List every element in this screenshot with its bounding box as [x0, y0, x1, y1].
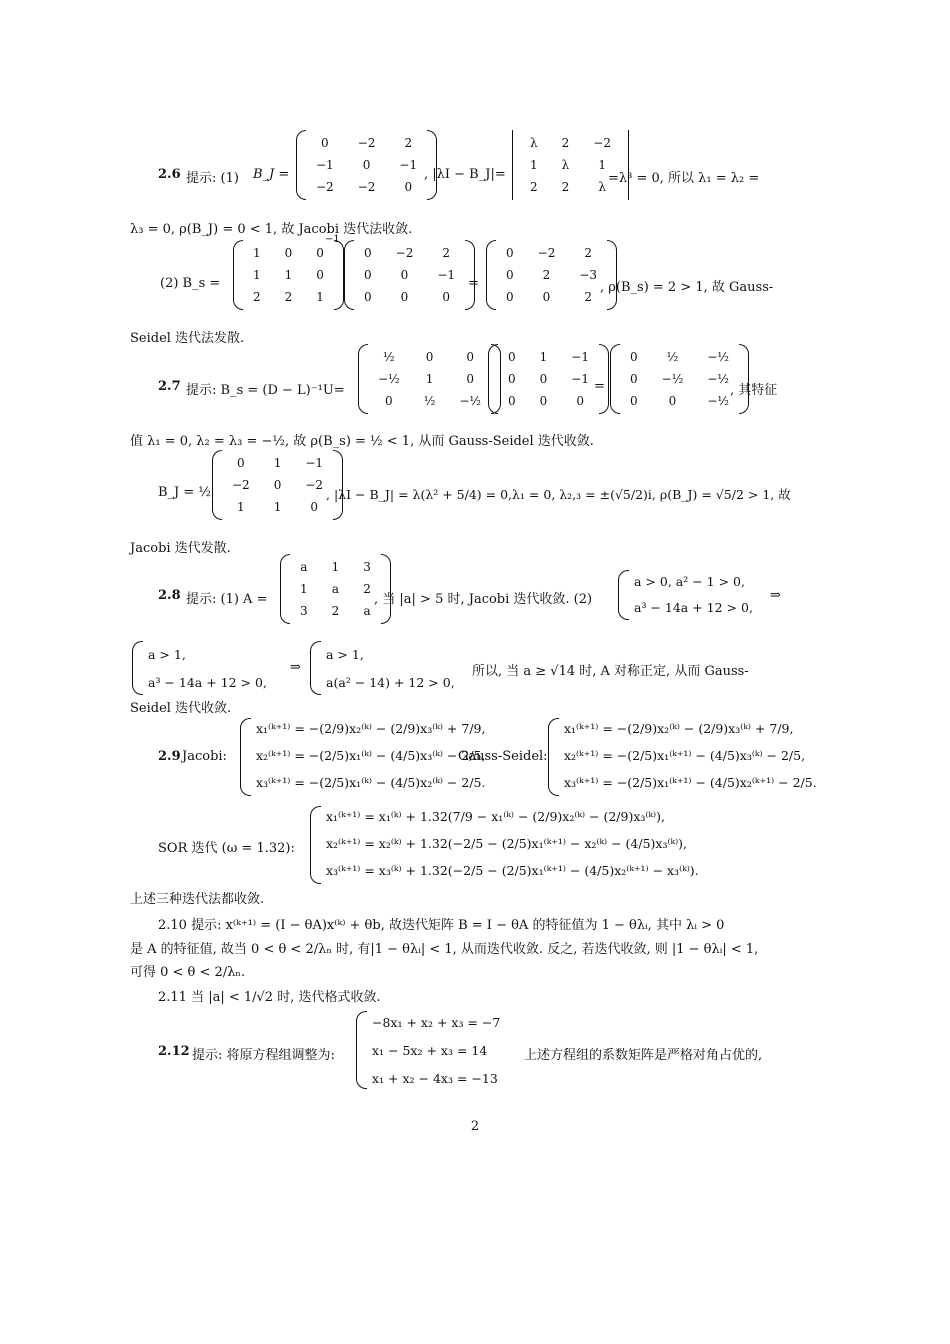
- implies-arrow: ⇒: [290, 660, 301, 675]
- matrix-cell: 0: [539, 394, 548, 408]
- conclusion: 所以, 当 a ≥ √14 时, A 对称正定, 从而 Gauss-: [472, 664, 749, 679]
- line-text: 2.11 当 |a| < 1/√2 时, 迭代格式收敛.: [158, 990, 381, 1005]
- matrix-cell: −3: [579, 268, 598, 282]
- matrix-cell: 0: [508, 394, 516, 408]
- gs-label: Gauss-Seidel:: [458, 749, 548, 764]
- matrix-cell: 3: [300, 604, 308, 618]
- matrix-cell: 0: [668, 394, 677, 408]
- matrix-cell: −2: [537, 246, 556, 260]
- matrix-cell: −1: [316, 158, 334, 172]
- matrix-cell: ½: [383, 350, 395, 364]
- matrix-cell: 2: [284, 290, 293, 304]
- gs-system: x₁⁽ᵏ⁺¹⁾ = −(2/9)x₂⁽ᵏ⁾ − (2/9)x₃⁽ᵏ⁾ + 7/9, x₂⁽ᵏ⁺¹⁾ = −(2/5)x₁⁽ᵏ⁺¹⁾ − (4/5)x₃⁽ᵏ⁾ − 2/5, x₃⁽ᵏ⁺¹⁾ = −(2/5)x₁⁽ᵏ⁺¹⁾ − (4/5)x₂⁽ᵏ⁺¹⁾ − 2/5.: [548, 718, 788, 796]
- matrix-cell: −½: [707, 350, 730, 364]
- sor-label: SOR 迭代 (ω = 1.32):: [158, 841, 295, 856]
- system-2: a > 1, a³ − 14a + 12 > 0,: [132, 641, 282, 695]
- a-lhs: 提示: (1) A =: [186, 592, 268, 607]
- matrix-cell: ½: [423, 394, 436, 408]
- jacobi-label: Jacobi:: [182, 749, 227, 764]
- matrix-1: [358, 346, 501, 416]
- matrix-cell: 0: [425, 350, 434, 364]
- matrix-cell: 0: [364, 246, 372, 260]
- matrix-cell: 0: [237, 456, 245, 470]
- matrix-cell: 0: [576, 394, 584, 408]
- matrix-cell: 2: [253, 290, 261, 304]
- matrix-cell: 0: [284, 246, 293, 260]
- matrix-cell: a: [300, 560, 308, 574]
- bj-lhs: B_J =: [253, 167, 290, 182]
- line-text: λ₃ = 0, ρ(B_J) = 0 < 1, 故 Jacobi 迭代法收敛.: [130, 222, 413, 237]
- matrix-cell: 2: [584, 246, 593, 260]
- line-text: 2.10 提示: x⁽ᵏ⁺¹⁾ = (I − θA)x⁽ᵏ⁾ + θb, 故迭代矩阵 B = I − θA 的特征值为 1 − θλᵢ, 其中 λᵢ > 0: [158, 918, 725, 933]
- matrix-u: [344, 242, 475, 312]
- matrix-cell: −2: [305, 478, 324, 492]
- rhs-text: , 其特征: [730, 383, 778, 398]
- implies-arrow: ⇒: [770, 588, 781, 603]
- line-text: 是 A 的特征值, 故当 0 < θ < 2/λₙ 时, 有|1 − θλᵢ| < 1, 从而迭代收敛. 反之, 若迭代收敛, 则 |1 − θλᵢ| < 1,: [130, 942, 759, 957]
- sor-system: x₁⁽ᵏ⁺¹⁾ = x₁⁽ᵏ⁾ + 1.32(7/9 − x₁⁽ᵏ⁾ − (2/9)x₂⁽ᵏ⁾ − (2/9)x₃⁽ᵏ⁾), x₂⁽ᵏ⁺¹⁾ = x₂⁽ᵏ⁾ + 1.32(−2/5 − (2/5)x₁⁽ᵏ⁺¹⁾ − x₂⁽ᵏ⁾ − (4/5)x₃⁽ᵏ⁾), x₃⁽ᵏ⁺¹⁾ = x₃⁽ᵏ⁾ + 1.32(−2/5 − (2/5)x₁⁽ᵏ⁺¹⁾ − (4/5)x₂⁽ᵏ⁺¹⁾ − x₃⁽ᵏ⁾).: [310, 806, 710, 884]
- matrix-cell: 2: [542, 268, 551, 282]
- part2-rhs: , ρ(B_s) = 2 > 1, 故 Gauss-: [600, 280, 774, 295]
- matrix-cell: −½: [459, 394, 482, 408]
- matrix-cell: −1: [305, 456, 324, 470]
- matrix-cell: λ: [598, 180, 606, 194]
- inverse-exponent: −1: [325, 234, 340, 245]
- matrix-cell: 2: [331, 604, 340, 618]
- matrix-cell: 2: [442, 246, 451, 260]
- matrix-cell: ½: [666, 350, 679, 364]
- matrix-cell: 0: [506, 268, 514, 282]
- line-text: 值 λ₁ = 0, λ₂ = λ₃ = −½, 故 ρ(B_s) = ½ < 1, 从而 Gauss-Seidel 迭代收敛.: [130, 434, 594, 449]
- equals-sign: =: [468, 276, 479, 291]
- bj-lhs: B_J = ½: [158, 485, 212, 500]
- matrix-cell: 0: [364, 290, 372, 304]
- matrix-cell: 2: [530, 180, 538, 194]
- matrix-cell: 1: [425, 372, 434, 386]
- matrix-cell: 3: [363, 560, 371, 574]
- rhs-text: 上述方程组的系数矩阵是严格对角占优的,: [524, 1048, 763, 1063]
- matrix-cell: 0: [506, 246, 514, 260]
- matrix-cell: 2: [363, 582, 371, 596]
- matrix-inv: [233, 242, 344, 312]
- matrix-cell: a: [331, 582, 340, 596]
- matrix-cell: −2: [357, 136, 376, 150]
- matrix-cell: −1: [571, 350, 589, 364]
- matrix-cell: 2: [561, 180, 570, 194]
- matrix-cell: 1: [273, 500, 282, 514]
- matrix-bj: [296, 132, 437, 202]
- matrix-cell: −1: [437, 268, 456, 282]
- part2-label: (2) B_s =: [160, 276, 221, 291]
- hint-text: 提示: (1): [186, 171, 239, 186]
- problem-label: 2.7: [158, 379, 181, 394]
- matrix-cell: −½: [707, 394, 730, 408]
- matrix-cell: −2: [395, 246, 414, 260]
- matrix-cell: −2: [232, 478, 250, 492]
- matrix-cell: 0: [508, 372, 516, 386]
- matrix-cell: 0: [466, 350, 474, 364]
- line-text: Jacobi 迭代发散.: [130, 541, 231, 556]
- matrix-cell: −½: [378, 372, 400, 386]
- matrix-cell: λ: [561, 158, 570, 172]
- det-rhs: =λ³ = 0, 所以 λ₁ = λ₂ =: [608, 171, 760, 186]
- matrix-cell: 0: [630, 372, 638, 386]
- matrix-cell: 0: [385, 394, 393, 408]
- line-text: Seidel 迭代法发散.: [130, 331, 245, 346]
- matrix-cell: −½: [707, 372, 730, 386]
- matrix-cell: λ: [530, 136, 538, 150]
- problem-label: 2.12: [158, 1044, 190, 1059]
- matrix-cell: −1: [399, 158, 418, 172]
- matrix-result: [486, 242, 617, 312]
- lhs-text: 提示: 将原方程组调整为:: [192, 1048, 335, 1063]
- matrix-cell: 1: [253, 246, 261, 260]
- matrix-cell: 0: [506, 290, 514, 304]
- matrix-cell: a: [363, 604, 371, 618]
- line-text: 可得 0 < θ < 2/λₙ.: [130, 965, 246, 980]
- matrix-cell: 1: [253, 268, 261, 282]
- matrix-cell: 0: [400, 290, 409, 304]
- matrix-cell: 0: [316, 268, 324, 282]
- page-number: 2: [470, 1119, 480, 1134]
- matrix-bj: [212, 452, 343, 522]
- matrix-cell: 2: [561, 136, 570, 150]
- bj-rhs: , |λI − B_J| = λ(λ² + 5/4) = 0,λ₁ = 0, λ₂,₃ = ±(√5/2)i, ρ(B_J) = √5/2 > 1, 故: [326, 487, 791, 502]
- matrix-cell: 1: [237, 500, 245, 514]
- equals-sign: =: [594, 379, 605, 394]
- matrix-cell: 1: [539, 350, 548, 364]
- matrix-cell: 0: [539, 372, 548, 386]
- matrix-cell: 0: [400, 268, 409, 282]
- matrix-3: [610, 346, 749, 416]
- bs-lhs: 提示: B_s = (D − L)⁻¹U=: [186, 383, 345, 398]
- matrix-cell: 0: [466, 372, 474, 386]
- matrix-cell: −½: [661, 372, 684, 386]
- matrix-cell: 0: [442, 290, 451, 304]
- matrix-cell: 0: [362, 158, 371, 172]
- matrix-cell: 0: [630, 394, 638, 408]
- matrix-2: [488, 346, 609, 416]
- matrix-cell: −1: [571, 372, 589, 386]
- matrix-cell: 0: [273, 478, 282, 492]
- matrix-cell: −2: [357, 180, 376, 194]
- matrix-cell: 1: [598, 158, 606, 172]
- system-3: a > 1, a(a² − 14) + 12 > 0,: [310, 641, 470, 695]
- line-text: Seidel 迭代收敛.: [130, 701, 232, 716]
- matrix-cell: −2: [593, 136, 611, 150]
- problem-label: 2.6: [158, 167, 181, 182]
- matrix-cell: 2: [404, 136, 413, 150]
- matrix-cell: 1: [300, 582, 308, 596]
- matrix-cell: 1: [331, 560, 340, 574]
- matrix-cell: 1: [530, 158, 538, 172]
- problem-label: 2.8: [158, 588, 181, 603]
- matrix-cell: 0: [508, 350, 516, 364]
- matrix-cell: 0: [316, 246, 324, 260]
- jacobi-system: x₁⁽ᵏ⁺¹⁾ = −(2/9)x₂⁽ᵏ⁾ − (2/9)x₃⁽ᵏ⁾ + 7/9, x₂⁽ᵏ⁺¹⁾ = −(2/5)x₁⁽ᵏ⁾ − (4/5)x₃⁽ᵏ⁾ − 2/5, x₃⁽ᵏ⁺¹⁾ = −(2/5)x₁⁽ᵏ⁾ − (4/5)x₂⁽ᵏ⁾ − 2/5.: [240, 718, 450, 796]
- line-text: 上述三种迭代法都收敛.: [130, 892, 265, 907]
- system: −8x₁ + x₂ + x₃ = −7 x₁ − 5x₂ + x₃ = 14 x₁ + x₂ − 4x₃ = −13: [356, 1011, 516, 1089]
- matrix-cell: 0: [310, 500, 319, 514]
- matrix-cell: 0: [630, 350, 638, 364]
- matrix-cell: 0: [364, 268, 372, 282]
- matrix-cell: 0: [404, 180, 413, 194]
- det-lhs: , |λI − B_J|=: [424, 167, 506, 182]
- problem-label: 2.9: [158, 749, 181, 764]
- system-1: a > 0, a² − 1 > 0, a³ − 14a + 12 > 0,: [618, 570, 768, 620]
- matrix-cell: 0: [542, 290, 551, 304]
- matrix-cell: 1: [316, 290, 324, 304]
- matrix-cell: 2: [584, 290, 593, 304]
- mid-text: , 当 |a| > 5 时, Jacobi 迭代收敛. (2): [374, 592, 593, 607]
- matrix-cell: 1: [273, 456, 282, 470]
- matrix-cell: 1: [284, 268, 293, 282]
- matrix-cell: 0: [321, 136, 329, 150]
- matrix-cell: −2: [316, 180, 334, 194]
